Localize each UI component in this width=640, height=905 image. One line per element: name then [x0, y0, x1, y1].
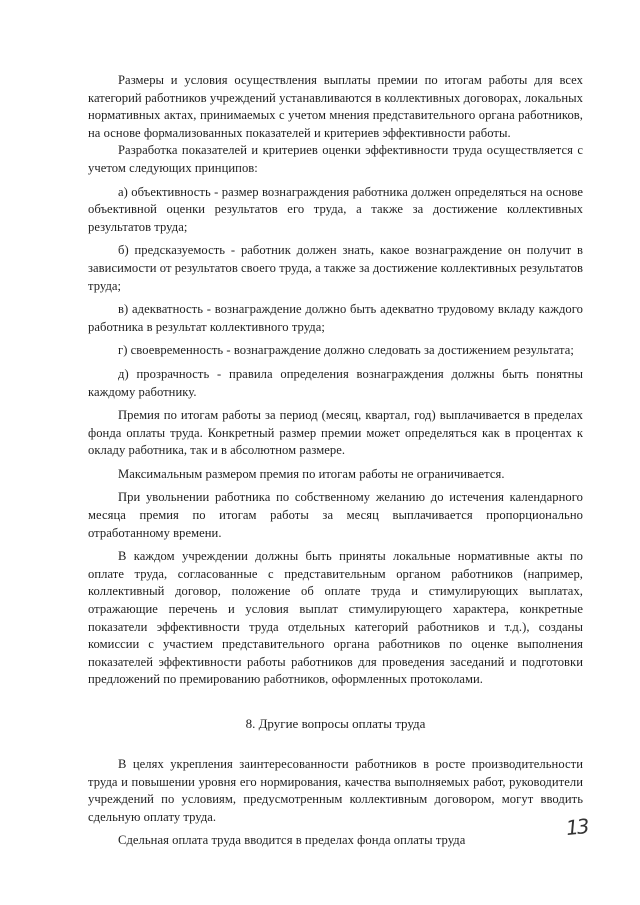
- paragraph-principle-adequacy: в) адекватность - вознаграждение должно быть адекватно трудовому вкладу каждого работника в результат коллективного труда;: [88, 302, 583, 334]
- paragraph-piecework-intro: В целях укрепления заинтересованности работников в росте производительности труда и повышении уровня его нормирования, качества выполняемых работ, руководители учреждений по условиям, предусмотренным коллективным договором, могут вводить сдельную оплату труда.: [88, 757, 583, 824]
- paragraph-period-bonus: Премия по итогам работы за период (месяц, квартал, год) выплачивается в пределах фонда оплаты труда. Конкретный размер премии может определяться как в процентах к окладу работника, так и в абсолютном размере.: [88, 408, 583, 458]
- paragraph-piecework-fund: Сдельная оплата труда вводится в пределах фонда оплаты труда: [118, 833, 466, 848]
- paragraph-principle-objectivity: а) объективность - размер вознаграждения работника должен определяться на основе объективной оценки результатов его труда, а также за достижение коллективных результатов труда;: [88, 184, 583, 234]
- section-heading: 8. Другие вопросы оплаты труда: [245, 716, 426, 731]
- paragraph-principle-transparency: д) прозрачность - правила определения вознаграждения должны быть понятны каждому работнику.: [88, 366, 583, 399]
- paragraph-local-acts: В каждом учреждении должны быть приняты локальные нормативные акты по оплате труда, согласованные с представительным органом работников (например, коллективный договор, положение об оплате труда и стимулирующих выплатах, отражающие перечень и условия выплат стимулирующего характера, конкретные показатели эффективности труда отдельных категорий работников и т.д.), созданы комиссии с участием представительного органа работников по оценке выполнения показателей эффективности работы работников для проведения заседаний и подготовки предложений по премированию работников, оформленных протоколами.: [88, 549, 583, 687]
- paragraph-principle-predictability: б) предсказуемость - работник должен знать, какое вознаграждение он получит в зависимости от результатов своего труда, а также за достижение коллективных результатов труда;: [88, 243, 583, 293]
- paragraph-bonus-conditions: Размеры и условия осуществления выплаты премии по итогам работы для всех категорий работников учреждений устанавливаются в коллективных договорах, локальных нормативных актах, принимаемых с учетом мнения представительного органа работников, на основе формализованных показателей и критериев эффективности работы.: [88, 73, 583, 140]
- handwritten-page-number: 13: [564, 813, 589, 841]
- paragraph-max-bonus: Максимальным размером премия по итогам работы не ограничивается.: [118, 466, 505, 481]
- paragraph-principle-timeliness: г) своевременность - вознаграждение должно следовать за достижением результата;: [118, 343, 574, 358]
- paragraph-dismissal: При увольнении работника по собственному желанию до истечения календарного месяца премия по итогам работы за месяц выплачивается пропорционально отработанному времени.: [88, 490, 583, 540]
- paragraph-principles-intro: Разработка показателей и критериев оценки эффективности труда осуществляется с учетом следующих принципов:: [88, 143, 583, 175]
